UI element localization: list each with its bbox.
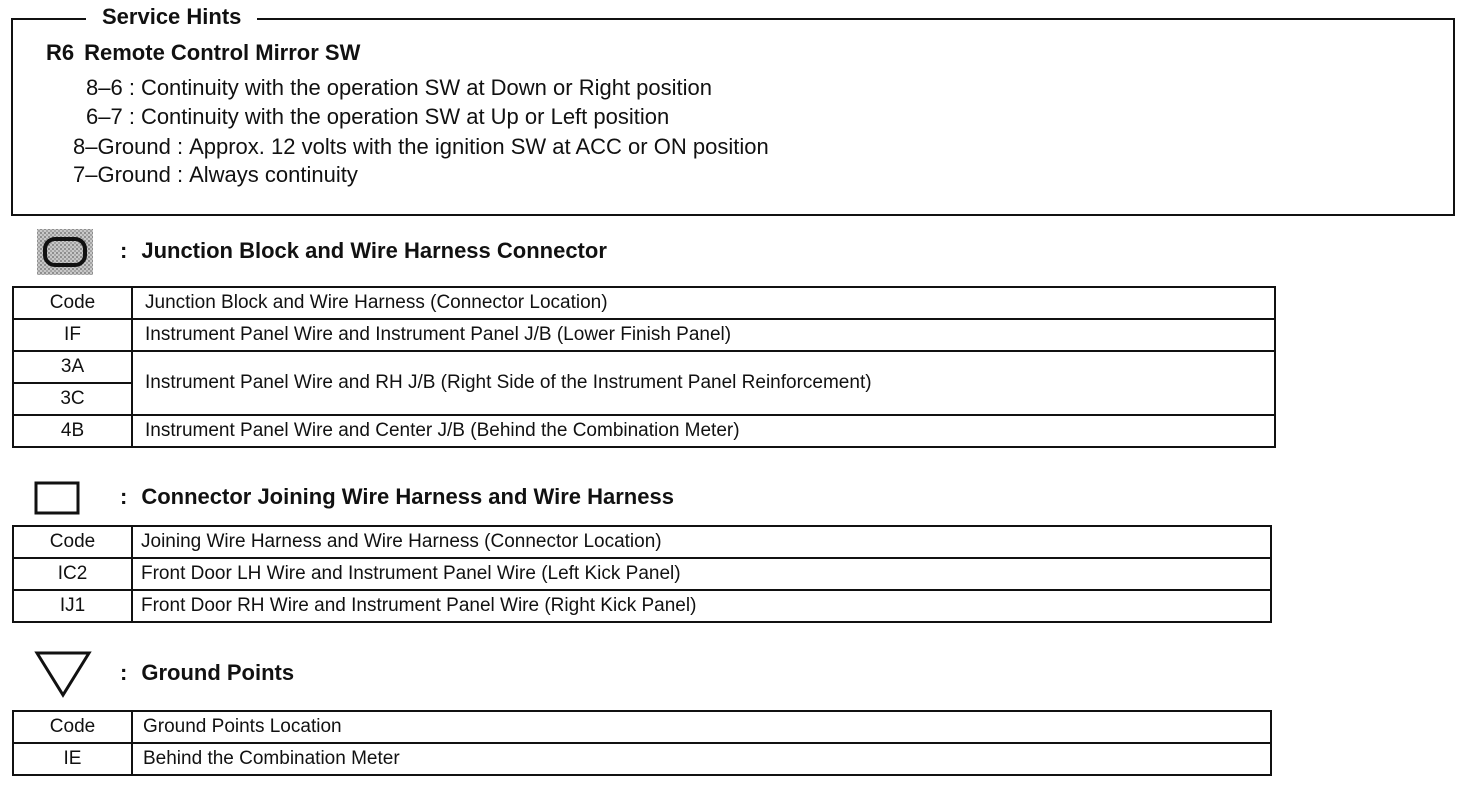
header-code: Code: [13, 526, 132, 558]
heading-colon: :: [120, 238, 128, 263]
junction-block-connector-icon: [36, 228, 94, 276]
header-desc: Junction Block and Wire Harness (Connector Location): [132, 287, 1275, 319]
hint-term: 8–Ground :: [73, 134, 184, 159]
row-code: IF: [13, 319, 132, 351]
row-desc: Instrument Panel Wire and Instrument Panel J/B (Lower Finish Panel): [132, 319, 1275, 351]
heading-text: Ground Points: [141, 660, 295, 685]
heading-colon: :: [120, 660, 128, 685]
row-code: IC2: [13, 558, 132, 590]
header-desc: Ground Points Location: [132, 711, 1271, 743]
header-desc: Joining Wire Harness and Wire Harness (Connector Location): [132, 526, 1271, 558]
table-row: [13, 415, 1275, 447]
table-header-row: [13, 287, 1275, 319]
hint-term: 8–6 :: [86, 75, 135, 100]
junction-block-heading: [120, 238, 607, 264]
component-title: [46, 40, 360, 66]
joining-table: [12, 525, 1272, 623]
ground-heading: [120, 660, 294, 686]
hint-text: Always continuity: [189, 162, 358, 187]
component-name: Remote Control Mirror SW: [84, 40, 361, 65]
row-desc: Behind the Combination Meter: [132, 743, 1271, 775]
row-code: 4B: [13, 415, 132, 447]
heading-colon: :: [120, 484, 128, 509]
table-header-row: [13, 711, 1271, 743]
table-row: [13, 558, 1271, 590]
row-desc: Front Door LH Wire and Instrument Panel Wire (Left Kick Panel): [132, 558, 1271, 590]
hint-line: [86, 104, 669, 130]
row-desc: Front Door RH Wire and Instrument Panel Wire (Right Kick Panel): [132, 590, 1271, 622]
joining-connector-icon: [34, 481, 80, 515]
component-code: R6: [46, 40, 75, 65]
hint-text: Approx. 12 volts with the ignition SW at ACC or ON position: [189, 134, 769, 159]
table-row: [13, 590, 1271, 622]
heading-text: Junction Block and Wire Harness Connector: [141, 238, 607, 263]
row-code: IJ1: [13, 590, 132, 622]
row-desc: Instrument Panel Wire and Center J/B (Behind the Combination Meter): [132, 415, 1275, 447]
hint-text: Continuity with the operation SW at Down or Right position: [140, 75, 713, 100]
service-hints-legend: Service Hints: [86, 4, 257, 30]
junction-block-table: [12, 286, 1276, 448]
table-row: [13, 319, 1275, 351]
table-row: [13, 743, 1271, 775]
table-header-row: [13, 526, 1271, 558]
table-row: [13, 351, 1275, 383]
hint-term: 7–Ground :: [73, 162, 184, 187]
joining-heading: [120, 484, 674, 510]
hint-term: 6–7 :: [86, 104, 135, 129]
row-desc: Instrument Panel Wire and RH J/B (Right Side of the Instrument Panel Reinforcement): [132, 351, 1275, 415]
hint-line: [73, 134, 769, 160]
ground-point-triangle-icon: [34, 650, 92, 698]
row-code: IE: [13, 743, 132, 775]
row-code: 3A: [13, 351, 132, 383]
ground-table: [12, 710, 1272, 776]
header-code: Code: [13, 287, 132, 319]
heading-text: Connector Joining Wire Harness and Wire Harness: [141, 484, 674, 509]
hint-line: [86, 75, 712, 101]
header-code: Code: [13, 711, 132, 743]
hint-line: [73, 162, 358, 188]
hint-text: Continuity with the operation SW at Up or Left position: [140, 104, 670, 129]
row-code: 3C: [13, 383, 132, 415]
